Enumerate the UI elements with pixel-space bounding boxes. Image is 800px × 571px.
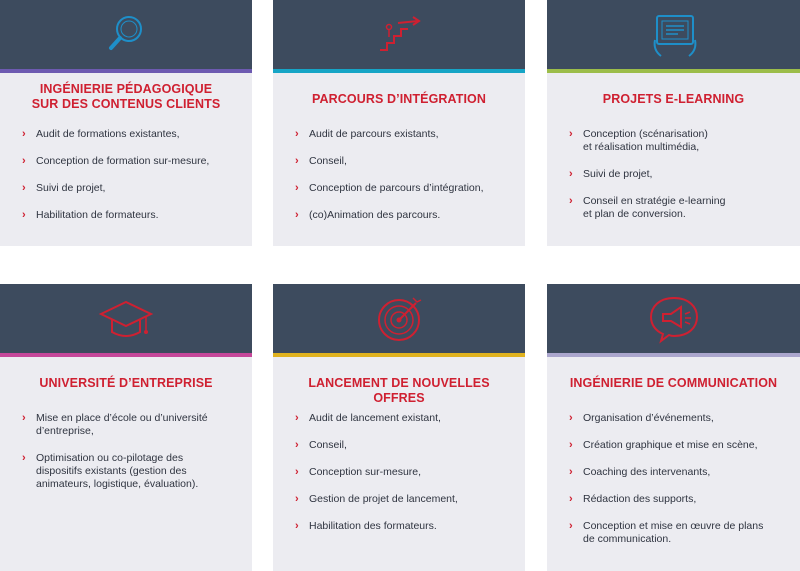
target-arrow-icon — [273, 293, 525, 345]
list-item — [569, 466, 790, 479]
chevron-right-icon: › — [295, 520, 299, 532]
card-title: PARCOURS D’INTÉGRATION — [312, 92, 486, 106]
list-item — [295, 520, 515, 533]
chevron-right-icon: › — [22, 155, 26, 167]
list-item-text: (co)Animation des parcours. — [309, 209, 441, 221]
card-item-list — [22, 128, 242, 236]
list-item — [295, 466, 515, 479]
service-card — [273, 284, 525, 571]
list-item — [569, 439, 790, 452]
card-item-list — [295, 128, 515, 236]
card-accent-bar — [547, 353, 800, 357]
list-item-text: Organisation d’événements, — [583, 412, 714, 424]
chevron-right-icon: › — [569, 439, 573, 451]
chevron-right-icon: › — [569, 195, 573, 207]
list-item-text: Coaching des intervenants, — [583, 466, 711, 478]
card-title: INGÉNIERIE DE COMMUNICATION — [569, 376, 778, 390]
list-item-text: Suivi de projet, — [36, 182, 106, 194]
list-item-text: Audit de parcours existants, — [309, 128, 439, 140]
chevron-right-icon: › — [22, 209, 26, 221]
card-header — [547, 284, 800, 353]
chevron-right-icon: › — [295, 493, 299, 505]
list-item — [295, 493, 515, 506]
card-title: LANCEMENT DE NOUVELLES OFFRES — [308, 376, 490, 405]
card-item-list — [22, 412, 242, 505]
list-item-text: Conseil, — [309, 439, 347, 451]
chevron-right-icon: › — [295, 209, 299, 221]
service-card — [0, 284, 252, 571]
list-item — [569, 168, 790, 181]
card-header — [0, 0, 252, 69]
magnifier-icon — [0, 9, 252, 61]
list-item — [569, 128, 790, 154]
list-item — [295, 182, 515, 195]
megaphone-bubble-icon — [547, 293, 800, 345]
card-header — [547, 0, 800, 69]
chevron-right-icon: › — [569, 412, 573, 424]
card-header — [273, 0, 525, 69]
chevron-right-icon: › — [295, 155, 299, 167]
chevron-right-icon: › — [295, 466, 299, 478]
list-item — [295, 128, 515, 141]
list-item-text: Habilitation de formateurs. — [36, 209, 159, 221]
chevron-right-icon: › — [569, 493, 573, 505]
service-card — [0, 0, 252, 246]
chevron-right-icon: › — [295, 128, 299, 140]
list-item — [569, 520, 790, 546]
chevron-right-icon: › — [295, 439, 299, 451]
card-accent-bar — [273, 353, 525, 357]
list-item-text: Gestion de projet de lancement, — [309, 493, 458, 505]
chevron-right-icon: › — [22, 452, 26, 464]
staircase-arrow-icon — [273, 9, 525, 61]
chevron-right-icon: › — [22, 412, 26, 424]
list-item-text: Habilitation des formateurs. — [309, 520, 437, 532]
list-item — [295, 209, 515, 222]
service-card — [273, 0, 525, 246]
chevron-right-icon: › — [569, 520, 573, 532]
card-header — [273, 284, 525, 353]
list-item-text: Conseil en stratégie e-learning et plan de conversion. — [583, 195, 726, 220]
card-item-list — [569, 128, 790, 235]
card-title: PROJETS E-LEARNING — [602, 92, 745, 106]
list-item — [295, 155, 515, 168]
list-item — [569, 493, 790, 506]
list-item — [569, 195, 790, 221]
card-item-list — [569, 412, 790, 560]
tablet-hand-icon — [547, 9, 800, 61]
list-item-text: Conception de formation sur-mesure, — [36, 155, 210, 167]
list-item-text: Rédaction des supports, — [583, 493, 697, 505]
card-header — [0, 284, 252, 353]
list-item — [295, 412, 515, 425]
card-title: INGÉNIERIE PÉDAGOGIQUE SUR DES CONTENUS CLIENTS — [31, 82, 221, 111]
list-item — [22, 209, 242, 222]
list-item-text: Conseil, — [309, 155, 347, 167]
list-item — [22, 128, 242, 141]
chevron-right-icon: › — [569, 466, 573, 478]
chevron-right-icon: › — [569, 168, 573, 180]
chevron-right-icon: › — [569, 128, 573, 140]
list-item-text: Optimisation ou co-pilotage des dispositifs existants (gestion des animateurs, logistique, évaluation). — [36, 452, 199, 490]
list-item-text: Conception (scénarisation) et réalisation multimédia, — [583, 128, 708, 153]
card-accent-bar — [273, 69, 525, 73]
card-accent-bar — [0, 69, 252, 73]
card-title: UNIVERSITÉ D’ENTREPRISE — [39, 376, 213, 390]
service-card — [547, 284, 800, 571]
list-item — [22, 452, 242, 491]
list-item-text: Conception et mise en œuvre de plans de communication. — [583, 520, 764, 545]
list-item-text: Audit de formations existantes, — [36, 128, 180, 140]
list-item-text: Audit de lancement existant, — [309, 412, 441, 424]
chevron-right-icon: › — [22, 182, 26, 194]
list-item-text: Suivi de projet, — [583, 168, 653, 180]
card-item-list — [295, 412, 515, 547]
service-card — [547, 0, 800, 246]
list-item — [22, 412, 242, 438]
list-item — [569, 412, 790, 425]
list-item — [22, 182, 242, 195]
list-item-text: Mise en place d’école ou d’université d’entreprise, — [36, 412, 208, 437]
list-item — [295, 439, 515, 452]
chevron-right-icon: › — [295, 182, 299, 194]
list-item-text: Conception sur-mesure, — [309, 466, 422, 478]
graduation-cap-icon — [0, 293, 252, 345]
list-item-text: Création graphique et mise en scène, — [583, 439, 758, 451]
chevron-right-icon: › — [295, 412, 299, 424]
card-accent-bar — [0, 353, 252, 357]
card-accent-bar — [547, 69, 800, 73]
list-item-text: Conception de parcours d’intégration, — [309, 182, 484, 194]
chevron-right-icon: › — [22, 128, 26, 140]
list-item — [22, 155, 242, 168]
